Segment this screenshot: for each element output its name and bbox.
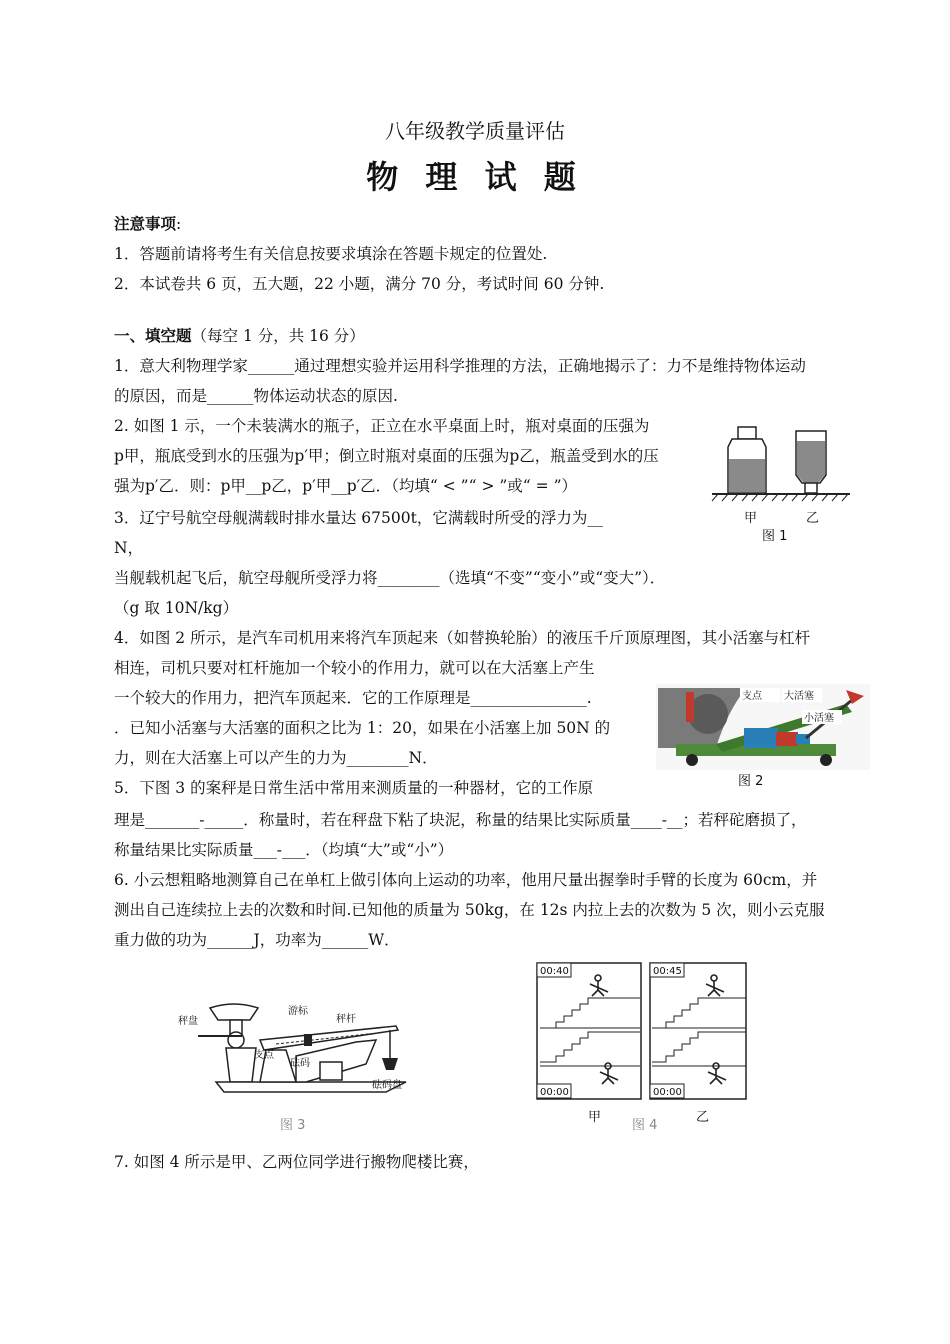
- bottles-illustration: [708, 425, 858, 505]
- notes-item-1: 1．答题前请将考生有关信息按要求填涂在答题卡规定的位置处.: [114, 245, 548, 263]
- question-line: 重力做的功为______J，功率为______W．: [114, 931, 400, 949]
- fig3-label-beam: 秤杆: [336, 1014, 356, 1025]
- notes-item-2: 2．本试卷共 6 页，五大题，22 小题，满分 70 分，考试时间 60 分钟.: [114, 275, 605, 293]
- question-line: 称量结果比实际质量___-___．（均填“大”或“小”）: [114, 841, 454, 859]
- question-line: 相连，司机只要对杠杆施加一个较小的作用力，就可以在大活塞上产生: [114, 659, 595, 677]
- question-line: p甲，瓶底受到水的压强为p′甲；倒立时瓶对桌面的压强为p乙，瓶盖受到水的压: [114, 447, 659, 465]
- fig3-caption: 图 3: [280, 1118, 306, 1133]
- figure-4: [536, 962, 748, 1132]
- notes-colon: :: [176, 215, 182, 233]
- question-line: 强为p′乙．则：p甲__p乙，p′甲__p′乙．（均填“ < ”“ > ”或“ = ”）: [114, 477, 577, 495]
- question-line: ．已知小活塞与大活塞的面积之比为 1：20，如果在小活塞上加 50N 的: [114, 719, 611, 737]
- section-heading: 一、填空题: [114, 327, 192, 345]
- question-line: 的原因，而是______物体运动状态的原因.: [114, 387, 398, 405]
- fig2-label-pivot: 支点: [742, 691, 762, 702]
- question-line: 当舰载机起飞后，航空母舰所受浮力将________（选填“不变”“变小”或“变大”）．: [114, 569, 666, 587]
- fig4-time-a-top: 00:40: [540, 966, 569, 977]
- fig1-caption: 图 1: [762, 529, 788, 544]
- fig2-caption: 图 2: [738, 774, 764, 789]
- fig3-label-weight-pan: 砝码盘: [372, 1080, 402, 1091]
- fig4-caption: 图 4: [632, 1118, 658, 1133]
- question-line: （g 取 10N/kg）: [114, 599, 239, 617]
- fig3-label-rider: 游标: [288, 1006, 308, 1017]
- fig4-time-b-top: 00:45: [653, 966, 682, 977]
- question-line: 测出自己连续拉上去的次数和时间.已知他的质量为 50kg，在 12s 内拉上去的次数为 5 次，则小云克服: [114, 901, 825, 919]
- fig1-label-yi: 乙: [806, 511, 820, 526]
- question-line: 4．如图 2 所示，是汽车司机用来将汽车顶起来（如替换轮胎）的液压千斤顶原理图，其小活塞与杠杆: [114, 629, 811, 647]
- fig3-label-pivot: 支点: [254, 1050, 274, 1061]
- question-line: 理是_______-_____．称量时，若在秤盘下粘了块泥，称量的结果比实际质量____-__；若秤砣磨损了，: [114, 811, 807, 829]
- hydraulic-jack-illustration: [656, 684, 870, 770]
- question-line: N，: [114, 539, 144, 557]
- exam-subtitle: 八年级教学质量评估: [385, 119, 565, 143]
- figure-2: [656, 684, 870, 790]
- figure-3: [176, 1000, 416, 1133]
- fig2-label-big-piston: 大活塞: [784, 691, 814, 702]
- stair-climbing-illustration: [536, 962, 748, 1102]
- question-line: 2. 如图 1 示，一个未装满水的瓶子，正立在水平桌面上时，瓶对桌面的压强为: [114, 417, 650, 435]
- fig3-label-weight: 砝码: [290, 1058, 310, 1069]
- fig4-time-a-bottom: 00:00: [540, 1087, 569, 1098]
- notes-heading: 注意事项: [114, 215, 177, 233]
- question-line: 6. 小云想粗略地测算自己在单杠上做引体向上运动的功率，他用尺量出握拳时手臂的长度为 60cm，并: [114, 871, 818, 889]
- question-line: 7. 如图 4 所示是甲、乙两位同学进行搬物爬楼比赛，: [114, 1153, 479, 1171]
- fig4-label-jia: 甲: [588, 1110, 602, 1125]
- notes-heading-row: [114, 214, 181, 234]
- question-line: 1．意大利物理学家______通过理想实验并运用科学推理的方法，正确地揭示了：力不是维持物体运动: [114, 357, 806, 375]
- question-line: 3．辽宁号航空母舰满载时排水量达 67500t，它满载时所受的浮力为__: [114, 509, 603, 527]
- fig3-label-pan: 秤盘: [178, 1016, 198, 1027]
- figure-1: [708, 425, 858, 545]
- fig1-label-jia: 甲: [744, 511, 758, 526]
- fig4-label-yi: 乙: [696, 1110, 710, 1125]
- fig4-time-b-bottom: 00:00: [653, 1087, 682, 1098]
- fig2-label-small-piston: 小活塞: [804, 713, 834, 724]
- section-scoring: （每空 1 分，共 16 分）: [191, 327, 365, 345]
- question-line: 5．下图 3 的案秤是日常生活中常用来测质量的一种器材，它的工作原: [114, 779, 594, 797]
- question-line: 力，则在大活塞上可以产生的力为________N．: [114, 749, 438, 767]
- exam-title: 物 理 试 题: [366, 158, 584, 196]
- platform-scale-illustration: [176, 1000, 416, 1112]
- section-heading-row: [114, 326, 365, 346]
- question-line: 一个较大的作用力，把汽车顶起来．它的工作原理是_______________.: [114, 689, 592, 707]
